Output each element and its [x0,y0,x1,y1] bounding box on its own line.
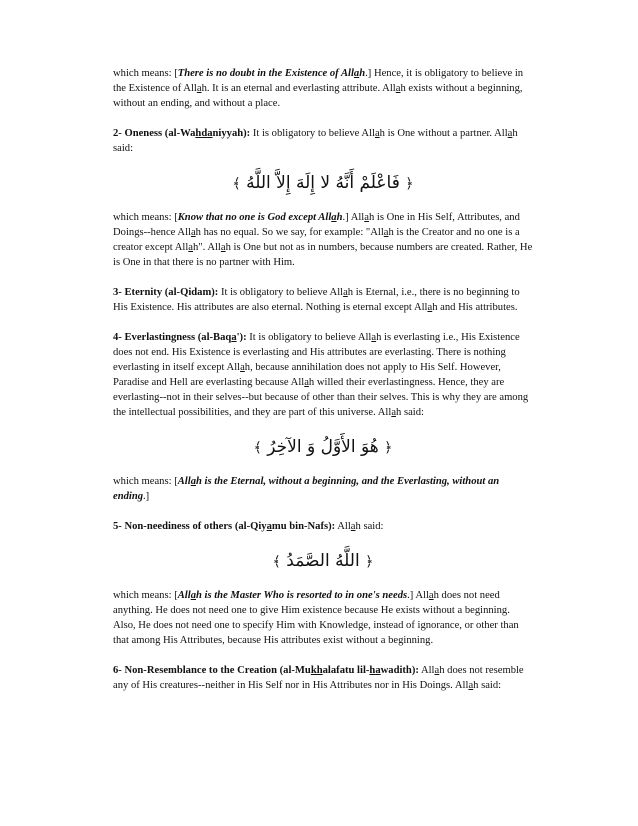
text-run: It is obligatory to believe All [218,287,344,298]
text-run: a [331,212,337,223]
paragraph-oneness-meaning [113,210,533,270]
text-run: which means: [ [113,212,178,223]
text-run: a [383,227,389,238]
quran-translation [178,590,407,601]
text-run: a [375,665,381,676]
text-run: a [364,212,369,223]
text-run: h said: [396,407,424,418]
text: which means: [ [113,68,178,79]
ornate-bracket: ﴿ [405,176,414,192]
text-run: h does not need anything. He does not need one to give Him existence because He exists without a beginning. Also, He does not need one to specify Him with Knowledge, instead of ignorance, or other than that among His Attributes, because His attributes exist without a beginning. [113,590,519,646]
text-run: a [190,476,196,487]
section-heading-everlastingness [113,332,247,343]
text-run: a [207,128,213,139]
text-run: h said: [113,128,518,154]
text-run: a [196,83,202,94]
section-oneness [113,126,533,156]
text-run: a [304,377,309,388]
text-run: niyyah): [212,128,251,139]
text-run: h [336,212,343,223]
text-run: All [177,476,191,487]
text-run: 6- Non-Resemblance to the Creation (al-Mu [113,665,311,676]
text-run: h. It is an eternal and everlasting attribute. All [201,83,396,94]
text-run: '): [236,332,247,343]
text-run: a [371,332,377,343]
text-run: All [418,665,435,676]
quran-translation [178,68,365,79]
text-run: h, because annihilation does not apply to His Self. However, Paradise and Hell are everlasting because All [113,362,501,388]
text-run: a [220,242,226,253]
text-run: There is no doubt in the Existence of All [177,68,354,79]
text-run: h [359,68,366,79]
text-run: a [428,590,434,601]
text-run: h". All [193,242,221,253]
text-run: h is One but not as in numbers, because numbers are created. Rather, He is One in that there is no partner with Him. [113,242,533,268]
text-run: a [190,227,196,238]
text-run: a [266,521,272,532]
text-run: mu bin-Nafs): [271,521,336,532]
text-run: h is the Eternal, without a beginning, and the Everlasting, without an ending [113,476,500,502]
text-run: kh [310,665,323,676]
section-heading-non-neediness [113,521,335,532]
text-run: which means: [ [113,590,178,601]
text-run: h said: [473,680,502,691]
ornate-bracket: ﴾ [253,440,262,456]
text-run: a [240,362,245,373]
section-non-neediness [113,519,533,534]
section-everlastingness [113,330,533,420]
text-run: a [343,287,348,298]
text-run: h is One without a partner. All [379,128,508,139]
text-run: h and His attributes. [432,302,518,313]
text-run: h exists without a beginning, without an ending, and without a place. [113,83,523,109]
paragraph-existence-meaning [113,66,533,111]
text-run: a [507,128,513,139]
section-heading-eternity: 3- Eternity (al-Qidam): [113,287,219,298]
ornate-bracket: ﴾ [232,176,241,192]
document-content [113,66,533,708]
text-run: All [335,521,351,532]
ornate-bracket: ﴿ [365,554,374,570]
text-run: 2- Oneness (al-Wa [113,128,196,139]
arabic-text: اللَّهُ الصَّمَدُ [286,551,360,571]
text-run: h is the Creator and no one is a creator except All [113,227,520,253]
text-run: h is Eternal, i.e., there is no beginning to His Existence. His attributes are also eternal. Nothing is eternal except All [113,287,520,313]
text-run: h [369,665,376,676]
quran-translation [178,212,343,223]
text-run: Know that no one is God except All [177,212,332,223]
text-run: .] All [407,590,429,601]
text-run: It is obligatory to believe All [246,332,372,343]
arabic-text: فَاعْلَمْ أَنَّهُ لا إِلَهَ إِلاَّ اللَّهُ [246,173,400,193]
ornate-bracket: ﴾ [272,554,281,570]
paragraph-samad-meaning [113,588,533,648]
text-run: a [350,521,356,532]
text-run: alafatu lil- [322,665,370,676]
text-run: a [427,302,433,313]
text-run: a [434,665,440,676]
text-run: a [468,680,474,691]
text-run: a [374,128,380,139]
text-run: a [395,83,401,94]
arabic-verse-samad [113,549,533,574]
text-run: h willed their everlastingness. Hence, they are everlasting--not in their selves--but because of other than their selves. This is why they are among the intellectual possibilities, and they are part of this universe. All [113,377,529,418]
text-run: which means: [ [113,476,178,487]
text-run: .] [143,491,150,502]
arabic-text: هُوَ الأَوَّلُ وَ الآخِرُ [267,437,379,457]
text-run: h is One in His Self, Attributes, and Doings--hence All [113,212,520,238]
arabic-verse-first-last [113,435,533,460]
paragraph-first-last-meaning [113,474,533,504]
text-run: 4- Everlastingness (al-Baq [113,332,232,343]
text-run: a [188,242,193,253]
text-run: 5- Non-neediness of others (al-Qiy [113,521,267,532]
text-run: a [190,590,196,601]
ornate-bracket: ﴿ [384,440,393,456]
section-heading-non-resemblance [113,665,419,676]
text-run: h has no equal. So we say, for example: "All [195,227,384,238]
section-eternity [113,285,533,315]
text-run: wadith): [380,665,419,676]
text-run: d [201,128,208,139]
text-run: a [353,68,360,79]
section-heading-oneness [113,128,250,139]
text-run: .] Hence, it is obligatory to believe in the Existence of All [113,68,524,94]
section-non-resemblance [113,663,533,693]
text-run: h [195,128,202,139]
text-run: It is obligatory to believe All [250,128,375,139]
text-run: All [177,590,191,601]
text-run: h is the Master Who is resorted to in one's needs [195,590,408,601]
text-run: h is everlasting i.e., His Existence does not end. His Existence is everlasting and His attributes are everlasting. There is nothing everlasting in itself except All [113,332,520,373]
text-run: h said: [355,521,384,532]
text-run: a [391,407,397,418]
arabic-verse-oneness [113,171,533,196]
text-run: h does not resemble any of His creatures--neither in His Self nor in His Attributes nor in His Doings. All [113,665,524,691]
text-run: .] All [342,212,365,223]
text-run: a [231,332,237,343]
